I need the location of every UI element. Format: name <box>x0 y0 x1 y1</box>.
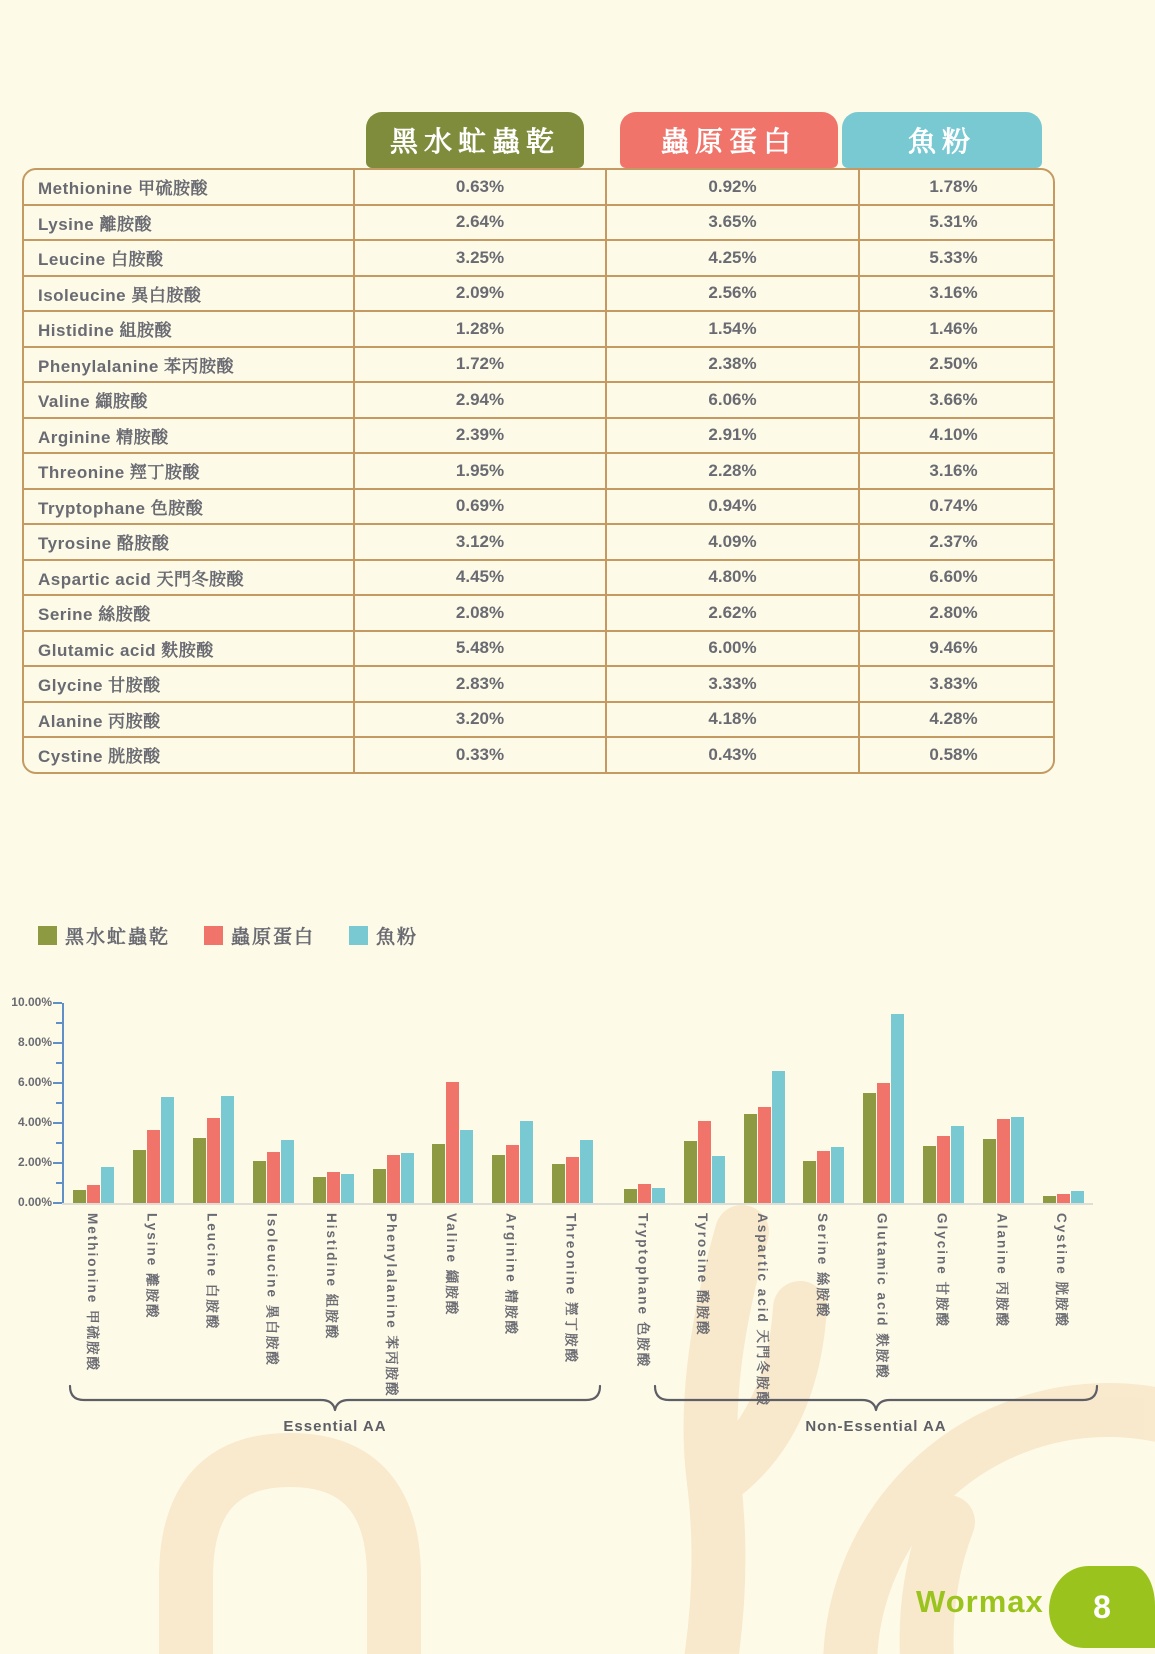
amino-acid-value-col3: 9.46% <box>858 632 1047 666</box>
legend-item <box>38 922 170 949</box>
bar-黑水虻蟲乾 <box>983 1139 996 1203</box>
amino-acid-table <box>22 168 1055 774</box>
x-axis-label: Serine 絲胺酸 <box>814 1213 830 1319</box>
amino-acid-name: Serine 絲胺酸 <box>38 605 151 625</box>
table-row <box>24 204 1053 240</box>
amino-acid-value-col1: 3.20% <box>353 703 605 737</box>
bar-黑水虻蟲乾 <box>373 1169 386 1203</box>
x-axis-label: Glycine 甘胺酸 <box>934 1213 950 1329</box>
essential-brace <box>70 1386 600 1410</box>
amino-acid-value-col3: 2.37% <box>858 525 1047 559</box>
bar-蟲原蛋白 <box>758 1107 771 1203</box>
bar-魚粉 <box>341 1174 354 1203</box>
amino-acid-value-col1: 2.08% <box>353 596 605 630</box>
bar-蟲原蛋白 <box>698 1121 711 1203</box>
table-row <box>24 310 1053 346</box>
bar-魚粉 <box>652 1188 665 1203</box>
bar-黑水虻蟲乾 <box>253 1161 266 1203</box>
bar-魚粉 <box>161 1097 174 1203</box>
y-tick-label: 2.00% <box>17 1155 52 1169</box>
bar-魚粉 <box>580 1140 593 1203</box>
legend-item <box>349 922 418 949</box>
y-major-tick <box>53 1202 62 1204</box>
amino-acid-value-col2: 1.54% <box>605 312 858 346</box>
bar-group <box>124 1003 184 1395</box>
bar-group <box>64 1003 124 1395</box>
table-row <box>24 559 1053 595</box>
bar-魚粉 <box>891 1014 904 1203</box>
amino-acid-value-col3: 4.10% <box>858 419 1047 453</box>
bar-魚粉 <box>772 1071 785 1203</box>
legend-item <box>204 922 315 949</box>
bar-蟲原蛋白 <box>937 1136 950 1203</box>
table-row <box>24 381 1053 417</box>
non-essential-brace <box>655 1386 1097 1410</box>
amino-acid-value-col1: 2.83% <box>353 667 605 701</box>
bar-蟲原蛋白 <box>566 1157 579 1203</box>
bar-triplet <box>983 1003 1024 1203</box>
amino-acid-value-col3: 5.33% <box>858 241 1047 275</box>
bar-黑水虻蟲乾 <box>744 1114 757 1203</box>
amino-acid-value-col2: 2.28% <box>605 454 858 488</box>
amino-acid-value-col2: 2.38% <box>605 348 858 382</box>
bar-triplet <box>313 1003 354 1203</box>
amino-acid-value-col3: 2.50% <box>858 348 1047 382</box>
amino-acid-value-col1: 2.39% <box>353 419 605 453</box>
amino-acid-value-col1: 2.09% <box>353 277 605 311</box>
bar-蟲原蛋白 <box>267 1152 280 1203</box>
table-row <box>24 170 1053 204</box>
bar-group <box>423 1003 483 1395</box>
amino-acid-value-col3: 3.16% <box>858 454 1047 488</box>
amino-acid-name: Cystine 胱胺酸 <box>38 747 161 767</box>
bar-triplet <box>744 1003 785 1203</box>
bar-蟲原蛋白 <box>147 1130 160 1203</box>
amino-acid-value-col2: 0.43% <box>605 738 858 772</box>
bar-triplet <box>684 1003 725 1203</box>
x-axis-label: Tyrosine 酪胺酸 <box>695 1213 711 1337</box>
bar-triplet <box>73 1003 114 1203</box>
column-header-bsf-dried-larvae: 黑水虻蟲乾 <box>366 112 584 168</box>
bar-group <box>734 1003 794 1408</box>
amino-acid-value-col3: 1.46% <box>858 312 1047 346</box>
bar-triplet <box>432 1003 473 1203</box>
amino-acid-name: Histidine 組胺酸 <box>38 321 173 341</box>
amino-acid-value-col2: 6.06% <box>605 383 858 417</box>
y-tick-label: 6.00% <box>17 1075 52 1089</box>
bar-蟲原蛋白 <box>638 1184 651 1203</box>
bar-triplet <box>253 1003 294 1203</box>
bar-魚粉 <box>460 1130 473 1203</box>
column-header-insect-protein: 蟲原蛋白 <box>620 112 838 168</box>
bar-蟲原蛋白 <box>877 1083 890 1203</box>
amino-acid-value-col3: 6.60% <box>858 561 1047 595</box>
bar-魚粉 <box>221 1096 234 1203</box>
table-row <box>24 417 1053 453</box>
amino-acid-value-col1: 0.69% <box>353 490 605 524</box>
amino-acid-value-col3: 5.31% <box>858 206 1047 240</box>
table-row <box>24 701 1053 737</box>
y-major-tick <box>53 1042 62 1044</box>
bar-黑水虻蟲乾 <box>863 1093 876 1203</box>
bar-group <box>674 1003 734 1395</box>
y-tick-label: 4.00% <box>17 1115 52 1129</box>
x-axis-label: Cystine 胱胺酸 <box>1054 1213 1070 1329</box>
legend-swatch <box>204 926 223 945</box>
amino-acid-value-col2: 3.33% <box>605 667 858 701</box>
bar-triplet <box>193 1003 234 1203</box>
bar-group <box>243 1003 303 1395</box>
x-axis-label: Isoleucine 異白胺酸 <box>264 1213 280 1367</box>
bar-chart <box>0 995 1155 1408</box>
bar-黑水虻蟲乾 <box>73 1190 86 1203</box>
legend-label: 黑水虻蟲乾 <box>65 927 171 948</box>
y-tick-label: 10.00% <box>11 995 52 1009</box>
bar-蟲原蛋白 <box>207 1118 220 1203</box>
amino-acid-value-col3: 3.66% <box>858 383 1047 417</box>
bar-triplet <box>133 1003 174 1203</box>
bar-蟲原蛋白 <box>387 1155 400 1203</box>
table-row <box>24 630 1053 666</box>
bar-魚粉 <box>281 1140 294 1203</box>
amino-acid-value-col1: 3.12% <box>353 525 605 559</box>
amino-acid-value-col2: 4.25% <box>605 241 858 275</box>
amino-acid-name: Isoleucine 異白胺酸 <box>38 285 202 305</box>
x-axis-label: Histidine 組胺酸 <box>324 1213 340 1341</box>
bar-黑水虻蟲乾 <box>492 1155 505 1203</box>
bar-蟲原蛋白 <box>327 1172 340 1203</box>
bar-黑水虻蟲乾 <box>193 1138 206 1203</box>
deco-arch <box>186 1460 394 1654</box>
bar-group <box>184 1003 244 1395</box>
x-axis-label: Threonine 羥丁胺酸 <box>563 1213 579 1365</box>
bar-蟲原蛋白 <box>506 1145 519 1203</box>
bar-triplet <box>923 1003 964 1203</box>
amino-acid-value-col3: 2.80% <box>858 596 1047 630</box>
amino-acid-value-col1: 0.63% <box>353 170 605 204</box>
amino-acid-value-col2: 3.65% <box>605 206 858 240</box>
bar-group <box>973 1003 1033 1395</box>
bar-黑水虻蟲乾 <box>432 1144 445 1203</box>
bar-黑水虻蟲乾 <box>313 1177 326 1203</box>
essential-aa-label: Essential AA <box>283 1418 387 1435</box>
bar-魚粉 <box>401 1153 414 1203</box>
legend-label: 魚粉 <box>376 927 419 948</box>
bar-魚粉 <box>831 1147 844 1203</box>
bar-魚粉 <box>1071 1191 1084 1203</box>
legend-swatch <box>349 926 368 945</box>
y-major-tick <box>53 1162 62 1164</box>
table-row <box>24 488 1053 524</box>
bar-蟲原蛋白 <box>817 1151 830 1203</box>
amino-acid-value-col1: 2.64% <box>353 206 605 240</box>
page-number: 8 <box>1093 1588 1111 1625</box>
x-axis-label: Phenylalanine 苯丙胺酸 <box>384 1213 400 1398</box>
chart-legend <box>38 922 418 949</box>
amino-acid-value-col3: 3.83% <box>858 667 1047 701</box>
amino-acid-value-col1: 1.95% <box>353 454 605 488</box>
bar-蟲原蛋白 <box>997 1119 1010 1203</box>
amino-acid-name: Valine 纈胺酸 <box>38 392 148 412</box>
bar-魚粉 <box>951 1126 964 1203</box>
amino-acid-value-col3: 0.58% <box>858 738 1047 772</box>
amino-acid-value-col2: 2.91% <box>605 419 858 453</box>
bar-蟲原蛋白 <box>446 1082 459 1203</box>
x-axis-label: Lysine 離胺酸 <box>144 1213 160 1320</box>
amino-acid-name: Glycine 甘胺酸 <box>38 676 161 696</box>
table-row <box>24 594 1053 630</box>
x-axis-label: Valine 纈胺酸 <box>443 1213 459 1317</box>
group-braces <box>0 1380 1155 1422</box>
bar-黑水虻蟲乾 <box>684 1141 697 1203</box>
y-tick-label: 8.00% <box>17 1035 52 1049</box>
bar-黑水虻蟲乾 <box>552 1164 565 1203</box>
bar-triplet <box>373 1003 414 1203</box>
y-major-tick <box>53 1122 62 1124</box>
bar-triplet <box>863 1003 904 1203</box>
bar-group <box>303 1003 363 1395</box>
amino-acid-value-col2: 2.62% <box>605 596 858 630</box>
legend-swatch <box>38 926 57 945</box>
amino-acid-value-col1: 5.48% <box>353 632 605 666</box>
amino-acid-value-col2: 0.94% <box>605 490 858 524</box>
amino-acid-value-col2: 4.18% <box>605 703 858 737</box>
amino-acid-name: Phenylalanine 苯丙胺酸 <box>38 356 235 376</box>
x-axis-label: Leucine 白胺酸 <box>204 1213 220 1331</box>
amino-acid-value-col1: 1.28% <box>353 312 605 346</box>
amino-acid-value-col1: 0.33% <box>353 738 605 772</box>
amino-acid-name: Lysine 離胺酸 <box>38 214 152 234</box>
legend-label: 蟲原蛋白 <box>231 927 316 948</box>
bar-魚粉 <box>1011 1117 1024 1203</box>
non-essential-aa-label: Non-Essential AA <box>805 1418 947 1435</box>
amino-acid-value-col3: 4.28% <box>858 703 1047 737</box>
bar-group <box>363 1003 423 1398</box>
bar-黑水虻蟲乾 <box>133 1150 146 1203</box>
amino-acid-value-col3: 1.78% <box>858 170 1047 204</box>
amino-acid-value-col2: 0.92% <box>605 170 858 204</box>
amino-acid-value-col1: 1.72% <box>353 348 605 382</box>
bar-group <box>914 1003 974 1395</box>
amino-acid-value-col1: 3.25% <box>353 241 605 275</box>
amino-acid-value-col2: 4.09% <box>605 525 858 559</box>
table-row <box>24 736 1053 772</box>
amino-acid-value-col1: 2.94% <box>353 383 605 417</box>
amino-acid-value-col1: 4.45% <box>353 561 605 595</box>
bar-triplet <box>624 1003 665 1203</box>
table-row <box>24 275 1053 311</box>
table-row <box>24 346 1053 382</box>
amino-acid-value-col2: 2.56% <box>605 277 858 311</box>
bar-黑水虻蟲乾 <box>624 1189 637 1203</box>
bar-魚粉 <box>712 1156 725 1203</box>
column-header-fish-meal: 魚粉 <box>842 112 1042 168</box>
y-major-tick <box>53 1082 62 1084</box>
amino-acid-value-col3: 0.74% <box>858 490 1047 524</box>
bar-group <box>794 1003 854 1395</box>
bar-蟲原蛋白 <box>87 1185 100 1203</box>
bar-triplet <box>1043 1003 1084 1203</box>
bar-蟲原蛋白 <box>1057 1194 1070 1203</box>
y-major-tick <box>53 1002 62 1004</box>
x-axis-label: Arginine 精胺酸 <box>503 1213 519 1337</box>
table-row <box>24 665 1053 701</box>
bar-groups <box>64 1003 1093 1408</box>
bar-triplet <box>552 1003 593 1203</box>
bar-group <box>483 1003 543 1395</box>
amino-acid-name: Aspartic acid 天門冬胺酸 <box>38 569 244 589</box>
wormax-logo: Wormax <box>916 1584 1044 1619</box>
amino-acid-name: Threonine 羥丁胺酸 <box>38 463 200 483</box>
bar-魚粉 <box>520 1121 533 1203</box>
amino-acid-name: Arginine 精胺酸 <box>38 427 169 447</box>
table-row <box>24 452 1053 488</box>
bar-group <box>854 1003 914 1395</box>
x-axis-label: Methionine 甲硫胺酸 <box>84 1213 100 1372</box>
x-axis-label: Alanine 丙胺酸 <box>994 1213 1010 1329</box>
x-axis-label: Tryptophane 色胺酸 <box>635 1213 651 1369</box>
amino-acid-value-col3: 3.16% <box>858 277 1047 311</box>
amino-acid-name: Tryptophane 色胺酸 <box>38 498 204 518</box>
bar-group <box>1033 1003 1093 1395</box>
amino-acid-name: Glutamic acid 麩胺酸 <box>38 640 214 660</box>
bar-group <box>614 1003 674 1395</box>
bar-黑水虻蟲乾 <box>803 1161 816 1203</box>
x-axis-label: Glutamic acid 麩胺酸 <box>874 1213 890 1380</box>
amino-acid-value-col2: 6.00% <box>605 632 858 666</box>
x-axis-label: Aspartic acid 天門冬胺酸 <box>755 1213 771 1408</box>
y-tick-label: 0.00% <box>17 1195 52 1209</box>
amino-acid-name: Leucine 白胺酸 <box>38 250 164 270</box>
amino-acid-name: Alanine 丙胺酸 <box>38 711 161 731</box>
amino-acid-value-col2: 4.80% <box>605 561 858 595</box>
bar-group <box>543 1003 603 1395</box>
table-row <box>24 239 1053 275</box>
amino-acid-name: Methionine 甲硫胺酸 <box>38 179 208 199</box>
bar-黑水虻蟲乾 <box>1043 1196 1056 1203</box>
table-row <box>24 523 1053 559</box>
bar-triplet <box>803 1003 844 1203</box>
page-number-badge <box>1049 1566 1155 1648</box>
amino-acid-name: Tyrosine 酪胺酸 <box>38 534 170 554</box>
bar-triplet <box>492 1003 533 1203</box>
bar-魚粉 <box>101 1167 114 1203</box>
bar-黑水虻蟲乾 <box>923 1146 936 1203</box>
